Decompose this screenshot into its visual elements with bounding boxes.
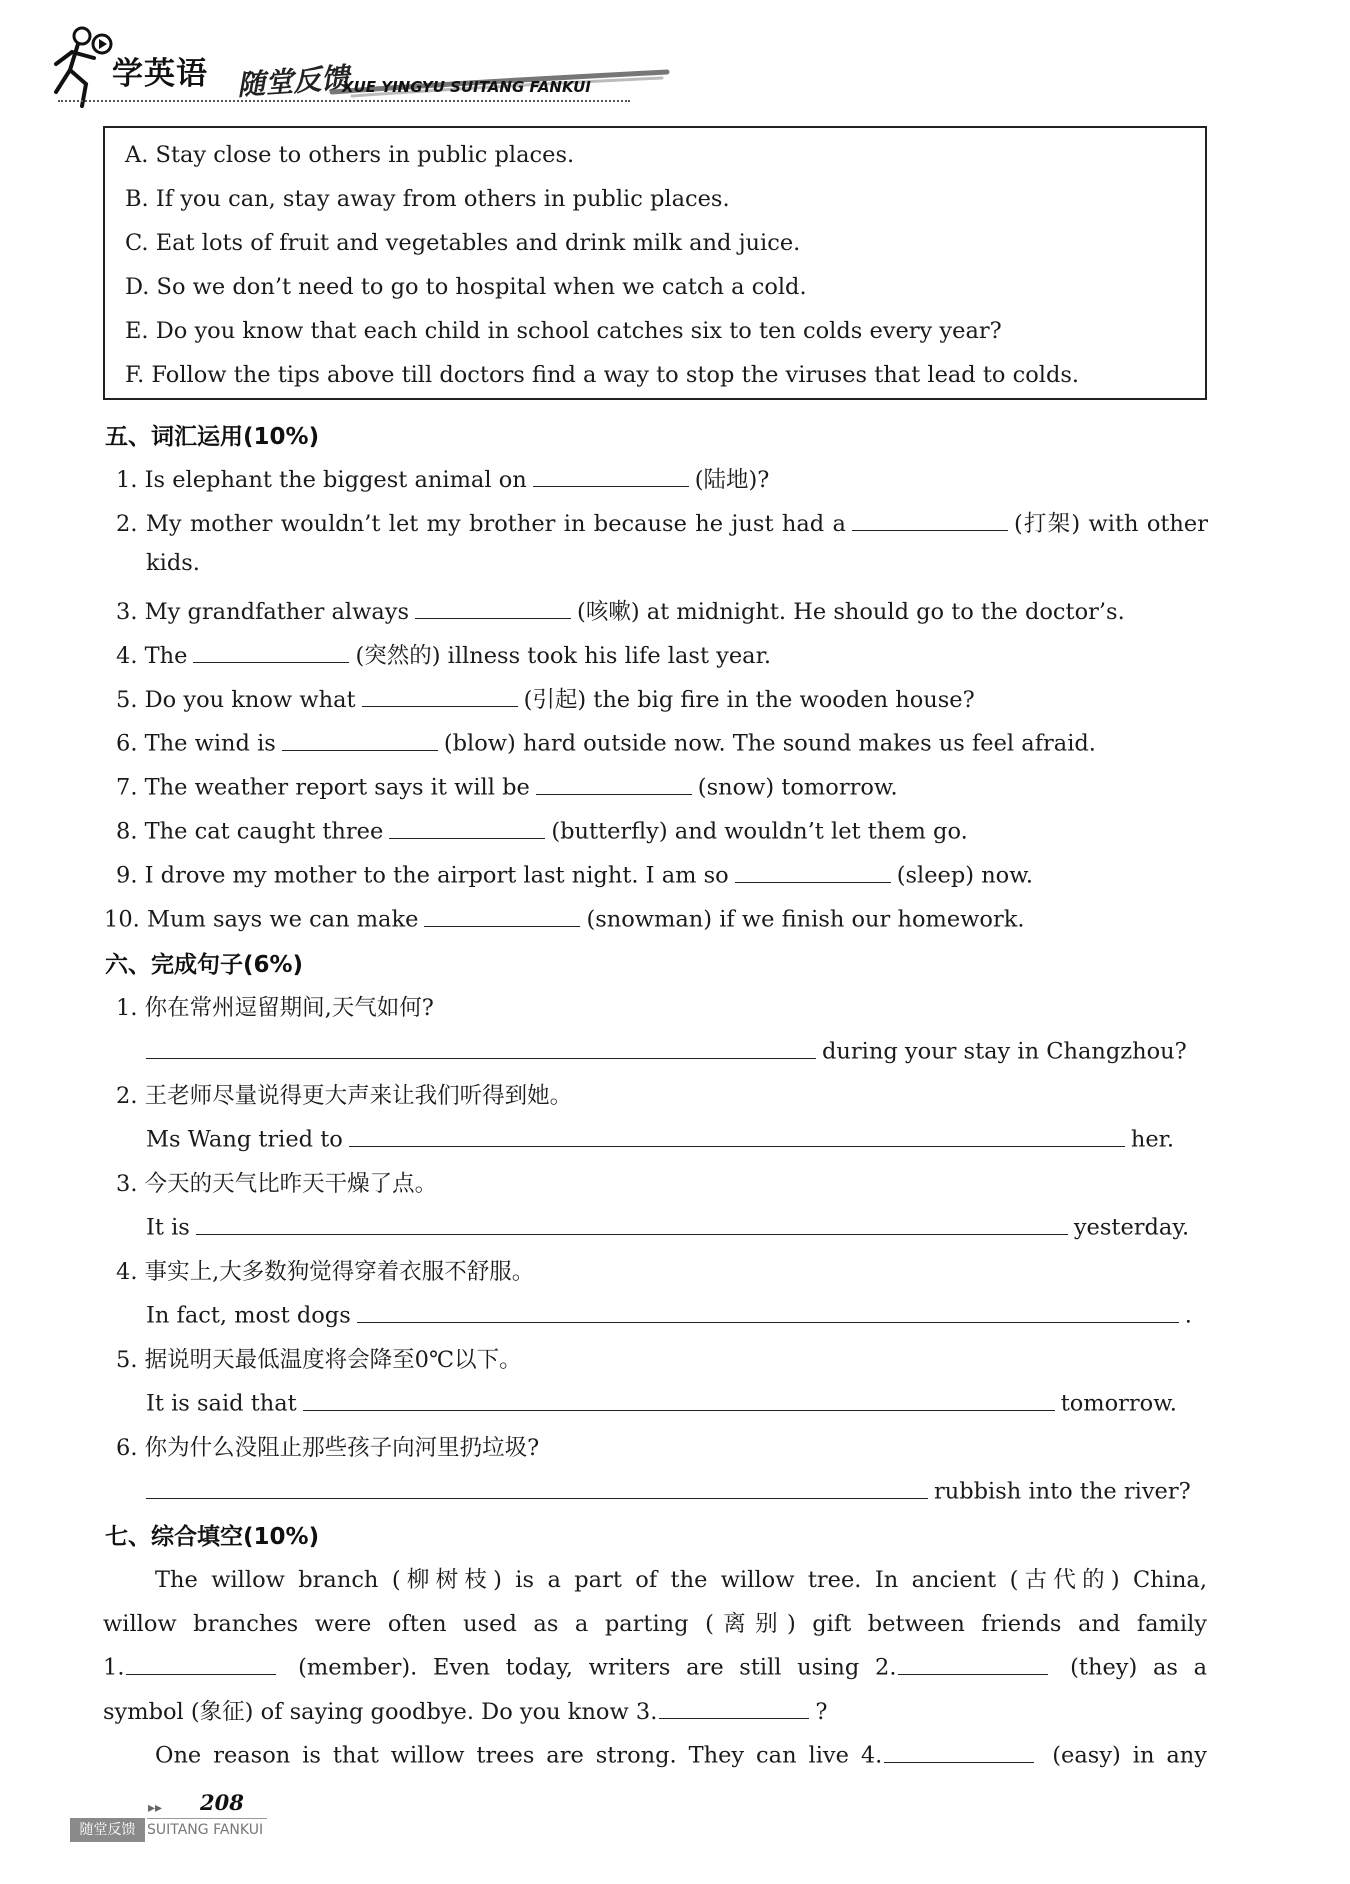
sentence-3-chinese: 3. 今天的天气比昨天干燥了点。: [116, 1171, 438, 1197]
footer-pinyin: SUITANG FANKUI: [147, 1822, 264, 1838]
sentence-4-english: In fact, most dogs .: [146, 1298, 1192, 1329]
answer-blank[interactable]: [533, 462, 689, 487]
vocab-item-5: 5. Do you know what (引起) the big fire in the wooden house?: [116, 682, 975, 714]
sentence-6-english: rubbish into the river?: [146, 1474, 1191, 1505]
answer-blank-3[interactable]: [659, 1694, 809, 1719]
page-header: [42, 18, 662, 113]
answer-blank[interactable]: [193, 638, 349, 663]
answer-blank-1[interactable]: [126, 1650, 276, 1675]
section-6-title: 六、完成句子(6%): [105, 952, 304, 978]
answer-blank-2[interactable]: [898, 1650, 1048, 1675]
sentence-4-chinese: 4. 事实上,大多数狗觉得穿着衣服不舒服。: [116, 1259, 535, 1285]
answer-blank[interactable]: [424, 902, 580, 927]
passage-line-2: willow branches were often used as a parting (离别) gift between friends and family: [103, 1611, 1207, 1637]
header-divider: [58, 100, 630, 102]
sentence-1-english: during your stay in Changzhou?: [146, 1034, 1187, 1065]
answer-blank[interactable]: [282, 726, 438, 751]
vocab-item-2-continued: kids.: [146, 550, 200, 576]
answer-blank[interactable]: [536, 770, 692, 795]
vocab-item-6: 6. The wind is (blow) hard outside now. The sound makes us feel afraid.: [116, 726, 1096, 757]
sentence-5-chinese: 5. 据说明天最低温度将会降至0℃以下。: [116, 1347, 522, 1373]
vocab-item-3: 3. My grandfather always (咳嗽) at midnight. He should go to the doctor’s.: [116, 594, 1125, 626]
vocab-item-7: 7. The weather report says it will be (snow) tomorrow.: [116, 770, 898, 801]
header-pinyin: XUE YINGYU SUITANG FANKUI: [342, 78, 591, 96]
answer-blank[interactable]: [735, 858, 891, 883]
answer-blank[interactable]: [389, 814, 545, 839]
answer-blank[interactable]: [303, 1386, 1055, 1411]
header-script-title: 随堂反馈: [236, 61, 351, 102]
page-number: 208: [200, 1790, 244, 1815]
answer-blank-4[interactable]: [884, 1738, 1034, 1763]
runner-logo-icon: [42, 22, 114, 110]
vocab-item-2: 2. My mother wouldn’t let my brother in because he just had a (打架) with other: [116, 506, 1208, 538]
footer-rule: [147, 1818, 267, 1819]
passage-line-3: 1. (member). Even today, writers are still using 2. (they) as a: [103, 1650, 1207, 1681]
vocab-item-8: 8. The cat caught three (butterfly) and wouldn’t let them go.: [116, 814, 968, 845]
passage-line-4: symbol (象征) of saying goodbye. Do you know 3. ?: [103, 1694, 827, 1726]
footer-arrows-icon: ▸▸: [148, 1800, 163, 1816]
vocab-item-1: 1. Is elephant the biggest animal on (陆地)?: [116, 462, 769, 494]
answer-blank[interactable]: [852, 506, 1008, 531]
sentence-2-english: Ms Wang tried to her.: [146, 1122, 1174, 1153]
option-b: B. If you can, stay away from others in public places.: [125, 186, 730, 212]
answer-blank[interactable]: [357, 1298, 1179, 1323]
sentence-2-chinese: 2. 王老师尽量说得更大声来让我们听得到她。: [116, 1083, 573, 1109]
footer-tag: 随堂反馈: [70, 1818, 145, 1842]
section-7-title: 七、综合填空(10%): [105, 1524, 320, 1550]
sentence-3-english: It is yesterday.: [146, 1210, 1189, 1241]
answer-blank[interactable]: [415, 594, 571, 619]
sentence-6-chinese: 6. 你为什么没阻止那些孩子向河里扔垃圾?: [116, 1435, 540, 1461]
vocab-item-10: 10. Mum says we can make (snowman) if we finish our homework.: [104, 902, 1025, 933]
options-box: [103, 126, 1207, 400]
option-c: C. Eat lots of fruit and vegetables and drink milk and juice.: [125, 230, 801, 256]
answer-blank[interactable]: [196, 1210, 1068, 1235]
header-title: 学英语: [112, 56, 208, 92]
answer-blank[interactable]: [146, 1474, 928, 1499]
sentence-5-english: It is said that tomorrow.: [146, 1386, 1177, 1417]
passage-line-1: The willow branch (柳树枝) is a part of the willow tree. In ancient (古代的) China,: [155, 1567, 1207, 1593]
passage-line-5: One reason is that willow trees are strong. They can live 4. (easy) in any: [155, 1738, 1207, 1769]
sentence-1-chinese: 1. 你在常州逗留期间,天气如何?: [116, 995, 434, 1021]
section-5-title: 五、词汇运用(10%): [105, 424, 320, 450]
answer-blank[interactable]: [349, 1122, 1125, 1147]
option-f: F. Follow the tips above till doctors find a way to stop the viruses that lead to colds.: [125, 362, 1080, 388]
option-a: A. Stay close to others in public places.: [125, 142, 575, 168]
vocab-item-9: 9. I drove my mother to the airport last night. I am so (sleep) now.: [116, 858, 1033, 889]
answer-blank[interactable]: [146, 1034, 816, 1059]
answer-blank[interactable]: [362, 682, 518, 707]
option-d: D. So we don’t need to go to hospital when we catch a cold.: [125, 274, 807, 300]
option-e: E. Do you know that each child in school catches six to ten colds every year?: [125, 318, 1002, 344]
vocab-item-4: 4. The (突然的) illness took his life last year.: [116, 638, 771, 670]
